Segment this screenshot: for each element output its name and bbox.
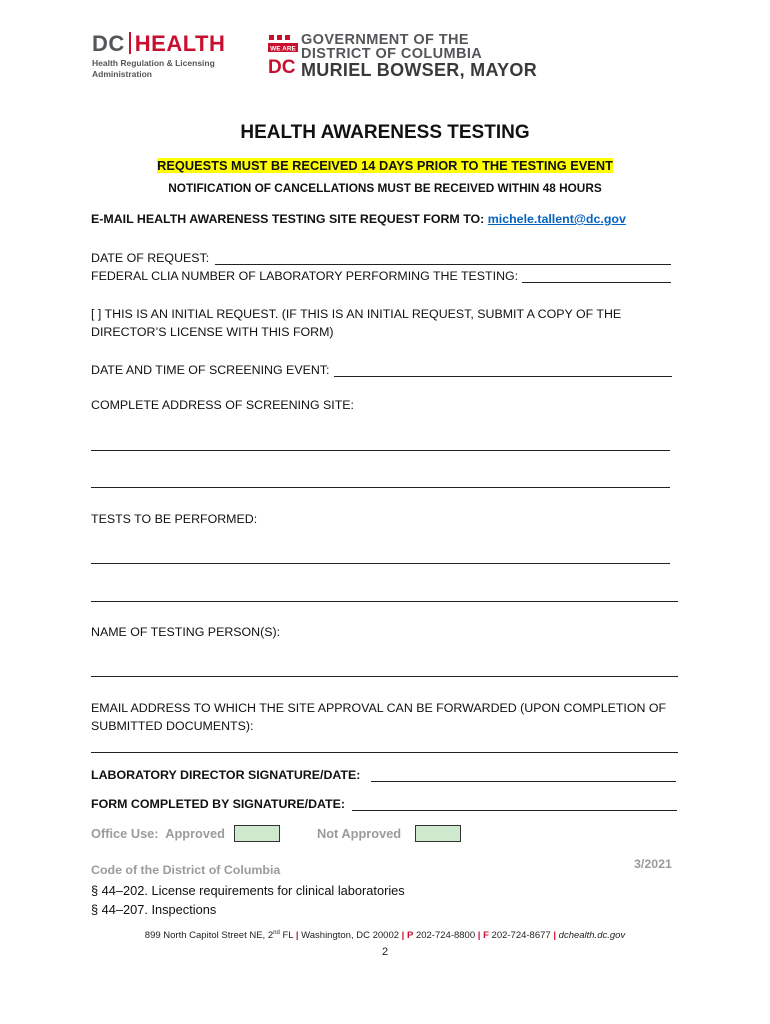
address-field-1[interactable] [91, 450, 670, 451]
clia-number-label: FEDERAL CLIA NUMBER OF LABORATORY PERFORMING THE TESTING: [91, 269, 519, 283]
date-of-request-label: DATE OF REQUEST: [91, 251, 210, 265]
badge-dc: DC [268, 57, 296, 75]
footer-website[interactable]: dchealth.dc.gov [558, 930, 626, 942]
director-signature-label: LABORATORY DIRECTOR SIGNATURE/DATE: [91, 768, 361, 782]
director-signature-field[interactable] [371, 781, 676, 782]
clia-number-field[interactable] [522, 282, 671, 283]
dc-health-logo [92, 31, 225, 79]
tests-label: TESTS TO BE PERFORMED: [91, 512, 258, 526]
revision-date: 3/2021 [634, 857, 672, 871]
notice-cancellations: NOTIFICATION OF CANCELLATIONS MUST BE RECEIVED WITHIN 48 HOURS [168, 181, 602, 195]
initial-request-text: THIS IS AN INITIAL REQUEST. (IF THIS IS AN INITIAL REQUEST, SUBMIT A COPY OF THE [104, 307, 622, 321]
approved-label: Approved [165, 826, 225, 841]
completed-by-label: FORM COMPLETED BY SIGNATURE/DATE: [91, 797, 346, 811]
gov-line-2: DISTRICT OF COLUMBIA [301, 46, 483, 62]
date-of-request-field[interactable] [215, 264, 671, 265]
not-approved-label: Not Approved [317, 826, 402, 841]
logo-divider [129, 32, 131, 54]
screening-datetime-field[interactable] [334, 376, 672, 377]
reference-44-202: § 44–202. License requirements for clinical laboratories [91, 883, 405, 898]
tests-field-1[interactable] [91, 563, 670, 564]
code-title: Code of the District of Columbia [91, 863, 281, 877]
dc-logo-health: HEALTH [134, 31, 226, 56]
approved-checkbox[interactable] [234, 825, 280, 842]
notice-14-days: REQUESTS MUST BE RECEIVED 14 DAYS PRIOR TO THE TESTING EVENT [157, 158, 613, 173]
gov-line-1: GOVERNMENT OF THE [301, 32, 469, 48]
initial-request-row [91, 307, 621, 321]
email-instruction [91, 212, 626, 226]
tests-field-2[interactable] [91, 601, 678, 602]
screening-datetime-label: DATE AND TIME OF SCREENING EVENT: [91, 363, 330, 377]
testing-person-field[interactable] [91, 676, 678, 677]
not-approved-checkbox[interactable] [415, 825, 461, 842]
email-link[interactable]: michele.tallent@dc.gov [487, 212, 626, 226]
page-number: 2 [381, 946, 389, 958]
email-approval-field[interactable] [91, 752, 678, 753]
initial-request-text-2: DIRECTOR’S LICENSE WITH THIS FORM) [91, 325, 334, 339]
completed-by-field[interactable] [352, 810, 677, 811]
email-label: E-MAIL HEALTH AWARENESS TESTING SITE REQUEST FORM TO: [91, 212, 485, 226]
badge-text: WE ARE [270, 45, 296, 53]
dc-flag-icon [268, 33, 298, 75]
dc-logo-dc: DC [92, 31, 125, 56]
footer-address: 899 North Capitol Street NE, 2nd FL | Washington, DC 20002 | P 202-724-8800 | F 202-724-8677 | dchealth.dc.gov [144, 930, 626, 942]
email-approval-label-2: SUBMITTED DOCUMENTS): [91, 719, 254, 733]
email-approval-label-1: EMAIL ADDRESS TO WHICH THE SITE APPROVAL CAN BE FORWARDED (UPON COMPLETION OF [91, 701, 667, 715]
dc-logo-subtitle-2: Administration [92, 69, 152, 79]
initial-request-checkbox[interactable]: [ ] [91, 307, 102, 321]
dc-logo-subtitle-1: Health Regulation & Licensing [92, 58, 215, 68]
address-field-2[interactable] [91, 487, 670, 488]
testing-person-label: NAME OF TESTING PERSON(S): [91, 625, 281, 639]
page-title: HEALTH AWARENESS TESTING [240, 122, 530, 143]
gov-line-3: MURIEL BOWSER, MAYOR [301, 60, 538, 80]
reference-44-207: § 44–207. Inspections [91, 902, 217, 917]
office-use-label: Office Use: Approved [91, 826, 225, 841]
address-label: COMPLETE ADDRESS OF SCREENING SITE: [91, 398, 355, 412]
